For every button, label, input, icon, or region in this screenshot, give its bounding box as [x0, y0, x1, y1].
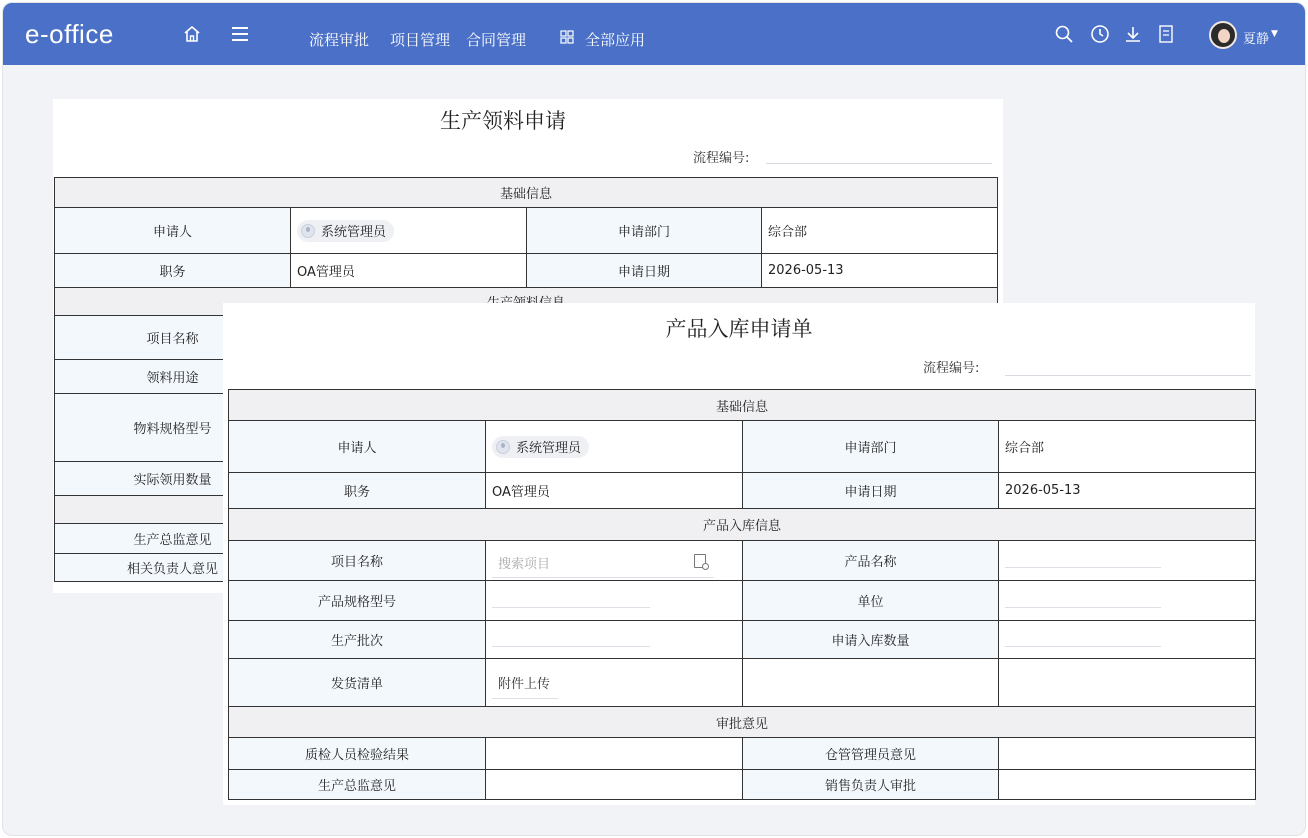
back-flow-no-label: 流程编号: [693, 151, 750, 166]
sales-field[interactable] [999, 770, 1256, 800]
back-row-owner: 相关负责人意见 [55, 554, 291, 582]
front-spec-label: 产品规格型号 [229, 581, 486, 621]
front-sales-label: 销售负责人审批 [743, 770, 999, 800]
front-flow-no-input[interactable] [1005, 375, 1251, 376]
top-bar [3, 3, 1306, 65]
front-batch-label: 生产批次 [229, 621, 486, 659]
front-product-label: 产品名称 [743, 541, 999, 581]
download-icon[interactable] [1122, 23, 1144, 45]
qc-field[interactable] [486, 738, 743, 770]
batch-input[interactable] [492, 646, 650, 647]
back-form-title: 生产领料申请 [440, 109, 566, 133]
nav-all-apps[interactable]: 全部应用 [585, 31, 646, 49]
back-post-label: 职务 [55, 254, 291, 288]
document-icon[interactable] [1155, 23, 1177, 45]
search-icon[interactable] [1053, 23, 1075, 45]
app-logo: e-office [25, 19, 114, 49]
back-applicant-chip[interactable]: 系统管理员 [297, 220, 394, 242]
director-field[interactable] [486, 770, 743, 800]
back-date-value: 2026-05-13 [762, 254, 998, 288]
front-unit-label: 单位 [743, 581, 999, 621]
spec-input[interactable] [492, 607, 650, 608]
menu-icon[interactable] [229, 23, 251, 45]
user-icon [496, 440, 510, 454]
front-dept-label: 申请部门 [743, 421, 999, 473]
front-warehouse-label: 仓管管理员意见 [743, 738, 999, 770]
front-qc-label: 质检人员检验结果 [229, 738, 486, 770]
back-row-project: 项目名称 [55, 316, 291, 360]
nav-project[interactable]: 项目管理 [390, 31, 451, 49]
front-qty-label: 申请入库数量 [743, 621, 999, 659]
front-date-label: 申请日期 [743, 473, 999, 509]
front-project-label: 项目名称 [229, 541, 486, 581]
avatar[interactable] [1209, 21, 1237, 49]
front-applicant-chip[interactable]: 系统管理员 [492, 436, 589, 458]
front-date-value: 2026-05-13 [999, 473, 1256, 509]
front-section-inbound: 产品入库信息 [229, 509, 1256, 541]
back-flow-no-input[interactable] [766, 163, 992, 164]
back-dept-label: 申请部门 [527, 208, 762, 254]
front-post-value: OA管理员 [486, 473, 743, 509]
front-director-label: 生产总监意见 [229, 770, 486, 800]
user-name[interactable]: 夏静 [1243, 32, 1270, 47]
unit-input[interactable] [1005, 607, 1161, 608]
back-post-value: OA管理员 [291, 254, 527, 288]
back-applicant-label: 申请人 [55, 208, 291, 254]
front-section-basic: 基础信息 [229, 390, 1256, 421]
front-form-table [228, 389, 1256, 800]
front-post-label: 职务 [229, 473, 486, 509]
front-section-approval: 审批意见 [229, 707, 1256, 738]
upload-button[interactable]: 附件上传 [492, 667, 558, 699]
front-form-title: 产品入库申请单 [665, 317, 813, 341]
back-date-label: 申请日期 [527, 254, 762, 288]
front-form-card [223, 303, 1255, 805]
project-search-input[interactable]: 搜索项目 [492, 544, 714, 578]
back-dept-value: 综合部 [762, 208, 998, 254]
user-icon [301, 224, 315, 238]
back-row-director: 生产总监意见 [55, 524, 291, 554]
nav-workflow[interactable]: 流程审批 [309, 31, 370, 49]
qty-input[interactable] [1005, 646, 1161, 647]
nav-contract[interactable]: 合同管理 [466, 31, 527, 49]
front-flow-no-label: 流程编号: [923, 361, 980, 376]
front-dept-value: 综合部 [999, 421, 1256, 473]
product-name-input[interactable] [1005, 567, 1161, 568]
search-list-icon[interactable] [694, 554, 706, 568]
clock-icon[interactable] [1089, 23, 1111, 45]
back-row-spec: 物料规格型号 [55, 394, 291, 462]
grid-icon[interactable] [559, 29, 575, 45]
chevron-down-icon[interactable]: ▼ [1271, 29, 1278, 39]
home-icon[interactable] [181, 23, 203, 45]
warehouse-field[interactable] [999, 738, 1256, 770]
app-window [2, 2, 1306, 836]
front-shipping-label: 发货清单 [229, 659, 486, 707]
back-section-basic: 基础信息 [55, 178, 998, 208]
front-applicant-label: 申请人 [229, 421, 486, 473]
back-row-qty: 实际领用数量 [55, 462, 291, 496]
back-row-usage: 领料用途 [55, 360, 291, 394]
